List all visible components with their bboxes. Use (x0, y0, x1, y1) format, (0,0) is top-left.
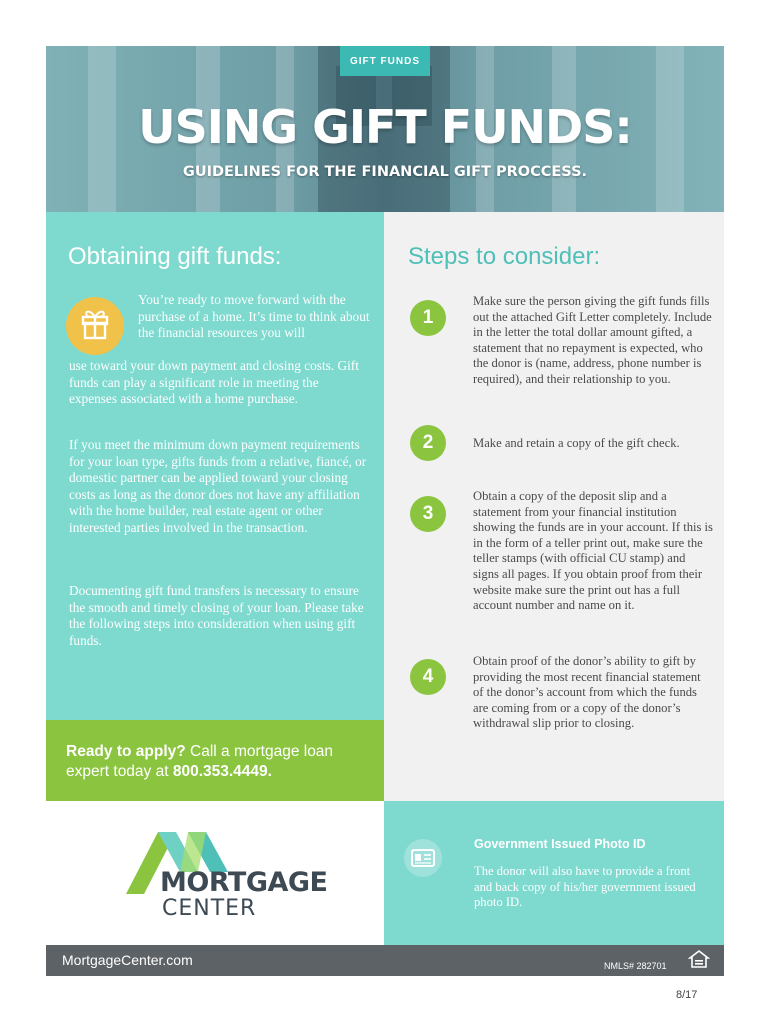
id-panel-text: The donor will also have to provide a front and back copy of his/her government issued photo ID. (474, 864, 696, 910)
logo-word-mortgage: MORTGAGE (160, 867, 328, 898)
step-text: Make sure the person giving the gift funds fills out the attached Gift Letter completely. Include in the letter the total dollar amount gifted, a statement that no repayment is expected, who the donor is (name, address, phone number is required), and their relationship to you. (473, 294, 712, 386)
cta-lead: Ready to apply? (66, 743, 186, 760)
cta-phone[interactable]: 800.353.4449. (172, 763, 272, 780)
step-number: 1 (410, 300, 446, 336)
gift-icon (66, 297, 124, 355)
step-text: Make and retain a copy of the gift check. (473, 436, 680, 450)
id-panel-title: Government Issued Photo ID (474, 837, 646, 851)
left-heading: Obtaining gift funds: (68, 243, 282, 270)
page-subtitle: GUIDELINES FOR THE FINANCIAL GIFT PROCCESS. (182, 164, 588, 180)
id-card-icon (404, 839, 442, 877)
step-number: 2 (410, 425, 446, 461)
cta-text (66, 742, 376, 782)
page-number: 8/17 (676, 989, 698, 1001)
page-title: USING GIFT FUNDS: (138, 100, 632, 154)
requirements-paragraph: If you meet the minimum down payment requirements for your loan type, gifts funds from a relative, fiancé, or domestic partner can be applied toward your closing costs as long as the donor does not have any affiliation with the home builder, real estate agent or other interested parties involved in the transaction. (69, 437, 367, 535)
equal-housing-lender-icon (688, 949, 710, 971)
footer-website-link[interactable]: MortgageCenter.com (62, 952, 193, 968)
intro-paragraph-wrap: You’re ready to move forward with the purchase of a home. It’s time to think about the financial resources you will (138, 292, 370, 341)
nmls-number: NMLS# 282701 (604, 961, 667, 971)
intro-paragraph: use toward your down payment and closing costs. Gift funds can play a significant role in meeting the expenses associated with a home purchase. (69, 358, 359, 407)
step-number: 3 (410, 496, 446, 532)
step-number: 4 (410, 659, 446, 695)
step-text: Obtain proof of the donor’s ability to gift by providing the most recent financial statement of the donor’s account from which the funds are coming from or a copy of the donor’s withdrawal slip prior to closing. (473, 654, 701, 731)
section-tag: GIFT FUNDS (340, 46, 430, 76)
cta-body: Call a mortgage loan expert today at (66, 743, 334, 780)
logo-word-center: CENTER (162, 896, 257, 921)
step-text: Obtain a copy of the deposit slip and a statement from your financial institution showing the funds are in your account. If this is in the form of a teller print out, make sure the teller stamps (with official CU stamp) and signs all pages. If you obtain proof from their website make sure the print out has a full account number and name on it. (473, 489, 713, 613)
right-heading: Steps to consider: (408, 243, 601, 270)
documenting-paragraph: Documenting gift fund transfers is necessary to ensure the smooth and timely closing of your loan. Please take the following steps into consideration when using gift funds. (69, 583, 364, 648)
